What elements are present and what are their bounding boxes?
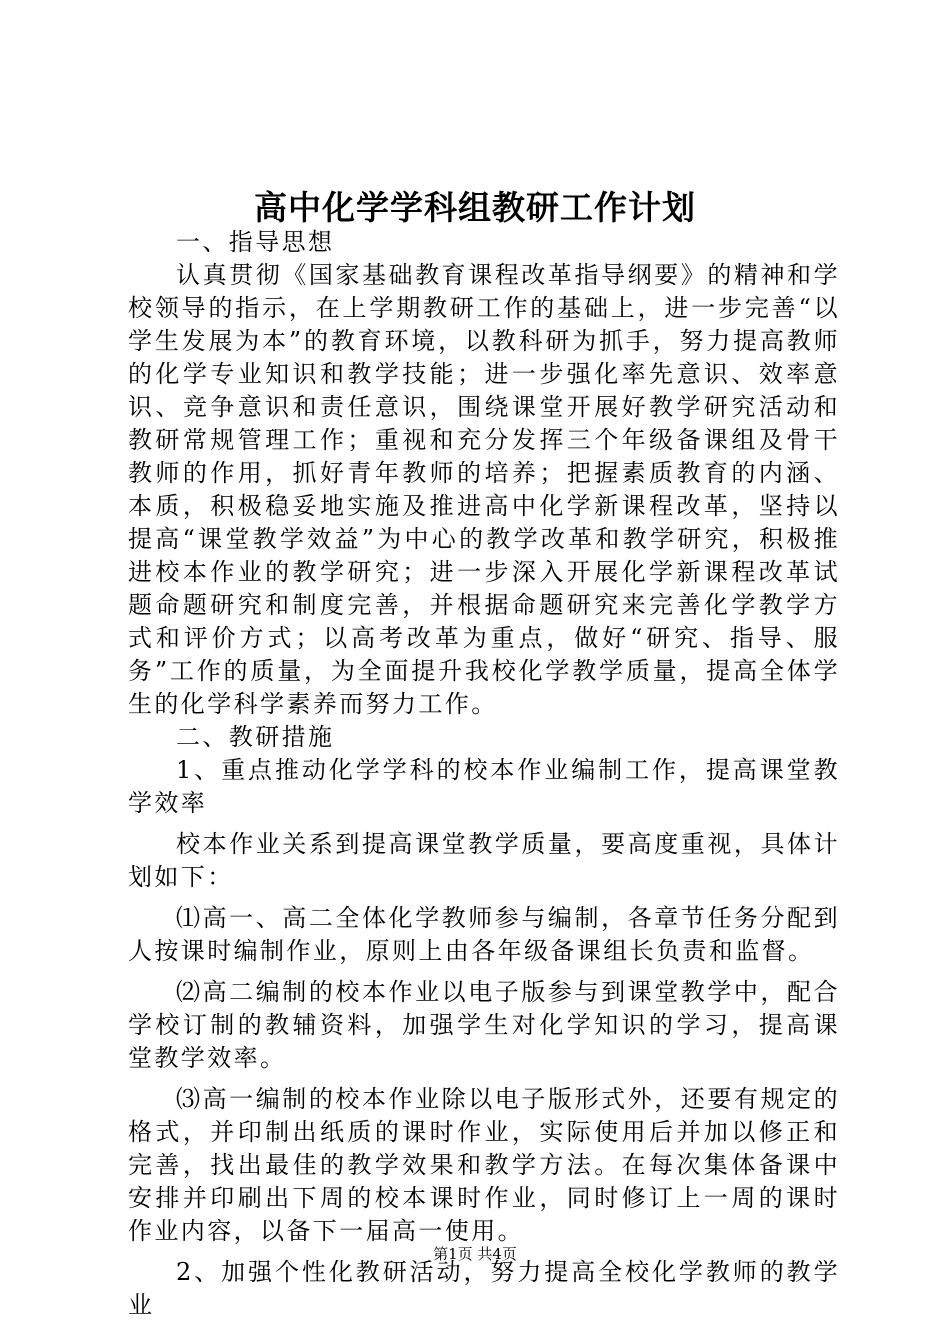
document-body — [128, 226, 840, 1322]
paragraph-item-2: ⑵高二编制的校本作业以电子版参与到课堂教学中，配合学校订制的教辅资料，加强学生对化学知识的学习，提高课堂教学效率。 — [128, 978, 840, 1072]
document-title: 高中化学学科组教研工作计划 — [254, 188, 696, 227]
paragraph-guiding-thought: 认真贯彻《国家基础教育课程改革指导纲要》的精神和学校领导的指示，在上学期教研工作的基础上，进一步完善“以学生发展为本”的教育环境，以教科研为抓手，努力提高教师的化学专业知识和教学技能；进一步强化率先意识、效率意识、竞争意识和责任意识，围绕课堂开展好教学研究活动和教研常规管理工作；重视和充分发挥三个年级备课组及骨干教师的作用，抓好青年教师的培养；把握素质教育的内涵、本质，积极稳妥地实施及推进高中化学新课程改革，坚持以提高“课堂教学效益”为中心的教学改革和教学研究，积极推进校本作业的教学研究；进一步深入开展化学新课程改革试题命题研究和制度完善，并根据命题研究来完善化学教学方式和评价方式；以高考改革为重点，做好“研究、指导、服务”工作的质量，为全面提升我校化学教学质量，提高全体学生的化学科学素养而努力工作。 — [128, 261, 840, 718]
page-footer: 第1页 共4页 — [433, 1245, 517, 1263]
paragraph-measure-2-heading: 2、加强个性化教研活动，努力提高全校化学教师的教学业 — [128, 1258, 840, 1319]
paragraph-measure-1-heading: 1、重点推动化学学科的校本作业编制工作，提高课堂教学效率 — [128, 756, 840, 817]
paragraph-item-1: ⑴高一、高二全体化学教师参与编制，各章节任务分配到人按课时编制作业，原则上由各年级备课组长负责和监督。 — [128, 904, 840, 965]
paragraph-measure-1-intro: 校本作业关系到提高课堂教学质量，要高度重视，具体计划如下： — [128, 830, 840, 891]
paragraph-item-3: ⑶高一编制的校本作业除以电子版形式外，还要有规定的格式，并印制出纸质的课时作业，实际使用后并加以修正和完善，找出最佳的教学效果和教学方法。在每次集体备课中安排并印刷出下周的校本课时作业，同时修订上一周的课时作业内容，以备下一届高一使用。 — [128, 1085, 840, 1245]
section-heading-measures: 二、教研措施 — [176, 723, 335, 751]
section-heading-guiding-thought: 一、指导思想 — [176, 228, 335, 256]
